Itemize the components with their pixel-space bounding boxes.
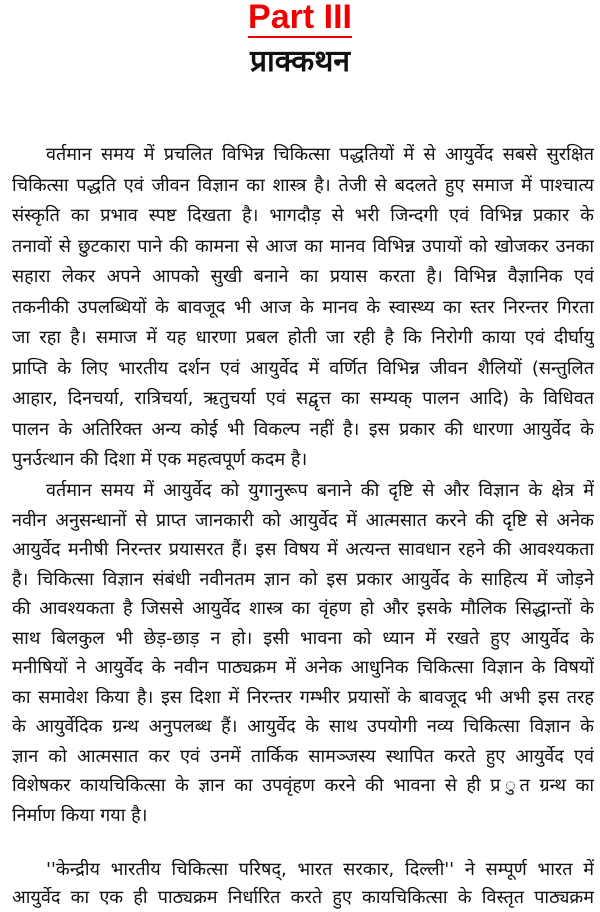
- text-line: आयुर्वेद का एक ही पाठ्यक्रम निर्धारित करते हुए कायचिकित्सा के विस्तृत पाठ्यक्रम: [12, 887, 594, 908]
- text-line: संस्कृति का प्रभाव स्पष्ट दिखता है। भागदौड़ से भरी जिन्दगी एवं विभिन्न प्रकार के: [12, 205, 594, 226]
- text-line: है। चिकित्सा विज्ञान संबंधी नवीनतम ज्ञान को इस प्रकार आयुर्वेद के साहित्य में जोड़ने: [12, 568, 594, 590]
- text-line: तनावों से छुटकारा पाने की कामना से आज का मानव विभिन्न उपायों को खोजकर उनका: [12, 235, 594, 257]
- text-line: तकनीकी उपलब्धियों के बावजूद भी आज के मानव के स्वास्थ्य का स्तर निरन्तर गिरता: [12, 296, 594, 318]
- text-line: की आवश्यकता है जिससे आयुर्वेद शास्त्र का वृंहण हो और इसके मौलिक सिद्धान्तों के: [12, 598, 594, 619]
- page-title: प्राक्कथन: [249, 44, 351, 79]
- part-label: Part III: [248, 0, 352, 36]
- text-line: साथ बिलकुल भी छेड़-छाड़ न हो। इसी भावना को ध्यान में रखते हुए आयुर्वेद के: [12, 627, 594, 649]
- part-heading: [0, 0, 600, 38]
- text-line: के आयुर्वेदिक ग्रन्थ अनुपलब्ध हैं। आयुर्वेद के साथ उपयोगी नव्य चिकित्सा विज्ञान के: [12, 716, 594, 737]
- paragraph-1: [12, 140, 594, 476]
- text-line: का समावेश किया है। इस दिशा में निरन्तर गम्भीर प्रयासों के बावजूद भी अभी इस तरह: [12, 686, 594, 708]
- paragraph-2: [12, 476, 594, 830]
- text-line: आयुर्वेद मनीषी निरन्तर प्रयासरत हैं। इस विषय में अत्यन्त सावधान रहने की आवश्यकता: [12, 539, 594, 560]
- text-line: पुनर्उत्थान की दिशा में एक महत्वपूर्ण कदम है।: [12, 449, 308, 470]
- text-line: सहारा लेकर अपने आपको सुखी बनाने का प्रयास करता है। विभिन्न वैज्ञानिक एवं: [12, 266, 594, 287]
- text-line: जा रहा है। समाज में यह धारणा प्रबल होती जा रही है कि निरोगी काया एवं दीर्घायु: [12, 327, 594, 348]
- text-line: आहार, दिनचर्या, रात्रिचर्या, ऋतुचर्या एवं सद्वृत्त का सम्यक् पालन आदि) के विधिवत: [12, 388, 594, 409]
- text-line: वर्तमान समय में आयुर्वेद को युगानुरूप बनाने की दृष्टि से और विज्ञान के क्षेत्र में: [46, 480, 594, 501]
- text-line: ज्ञान को आत्मसात कर एवं उनमें तार्किक सामञ्जस्य स्थापित करते हुए आयुर्वेद एवं: [12, 745, 594, 767]
- text-line: चिकित्सा पद्धति एवं जीवन विज्ञान का शास्त्र है। तेजी से बदलते हुए समाज में पाश्चात्य: [12, 174, 594, 196]
- text-line: निर्माण किया गया है।: [12, 804, 148, 826]
- text-line: प्राप्ति के लिए भारतीय दर्शन एवं आयुर्वेद में वर्णित विभिन्न जीवन शैलियों (सन्तुलित: [12, 357, 594, 379]
- paragraph-3: [12, 856, 594, 912]
- text-line: मनीषियों ने आयुर्वेद के नवीन पाठ्यक्रम में अनेक आधुनिक चिकित्सा विज्ञान के विषयों: [12, 657, 594, 678]
- text-line: नवीन अनुसन्धानों से प्राप्त जानकारी को आयुर्वेद में आत्मसात करने की दृष्टि से अनेक: [12, 509, 594, 531]
- text-line: विशेषकर कायचिकित्सा के ज्ञान का उपवृंहण करने की भावना से ही प्र ुत ग्रन्थ का: [12, 775, 594, 796]
- text-line: ''केन्द्रीय भारतीय चिकित्सा परिषद्, भारत सरकार, दिल्ली'' ने सम्पूर्ण भारत में: [46, 859, 594, 880]
- text-line: पालन के अतिरिक्त अन्य कोई भी विकल्प नहीं है। इस प्रकार की धारणा आयुर्वेद के: [12, 418, 594, 440]
- text-line: वर्तमान समय में प्रचलित विभिन्न चिकित्सा पद्धतियों में से आयुर्वेद सबसे सुरक्षित: [46, 144, 594, 165]
